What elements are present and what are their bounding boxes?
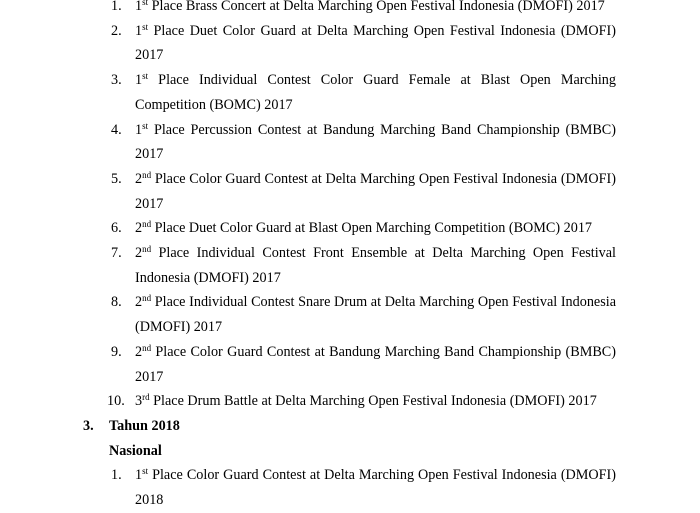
item-rank-suffix: nd xyxy=(142,342,152,353)
item-text: Place Individual Contest Snare Drum at Delta Marching Open Festival Indonesia (DMOFI) 2017 xyxy=(135,294,616,336)
item-rank: 1 xyxy=(135,467,143,484)
list-item xyxy=(111,0,616,19)
item-number: 9. xyxy=(111,343,122,360)
item-rank: 2 xyxy=(135,220,143,237)
item-rank-suffix: nd xyxy=(142,169,152,180)
list-item xyxy=(111,290,616,339)
item-text: Place Color Guard Contest at Delta Marching Open Festival Indonesia (DMOFI) 2018 xyxy=(135,467,616,509)
item-rank: 1 xyxy=(135,121,143,138)
item-number: 2. xyxy=(111,22,122,39)
item-rank: 2 xyxy=(135,170,143,187)
list-item xyxy=(111,118,616,167)
item-number: 6. xyxy=(111,220,122,237)
item-rank-suffix: st xyxy=(142,71,149,82)
item-text: Place Individual Contest Front Ensemble at Delta Marching Open Festival Indonesia (DMOFI) 2017 xyxy=(135,245,616,286)
list-item xyxy=(111,19,616,68)
item-rank: 2 xyxy=(135,245,143,262)
item-number: 10. xyxy=(107,393,125,410)
item-text: Place Color Guard Contest at Bandung Marching Band Championship (BMBC) 2017 xyxy=(135,343,616,385)
item-rank: 1 xyxy=(135,22,143,39)
item-text: Place Brass Concert at Delta Marching Open Festival Indonesia (DMOFI) 2017 xyxy=(148,0,605,14)
section-number: 3. xyxy=(83,417,94,434)
item-text: Place Duet Color Guard at Blast Open Marching Competition (BOMC) 2017 xyxy=(151,220,593,237)
item-text: Place Drum Battle at Delta Marching Open Festival Indonesia (DMOFI) 2017 xyxy=(149,393,597,410)
list-item xyxy=(111,241,616,290)
item-rank: 2 xyxy=(135,294,143,311)
item-number: 1. xyxy=(111,467,122,484)
item-number: 1. xyxy=(111,0,122,14)
item-rank-suffix: nd xyxy=(142,293,152,304)
item-rank-suffix: nd xyxy=(142,219,152,230)
item-rank-suffix: st xyxy=(142,0,149,7)
item-number: 4. xyxy=(111,121,122,138)
achievements-2018-list xyxy=(0,463,700,512)
item-rank: 2 xyxy=(135,343,143,360)
item-text: Place Color Guard Contest at Delta Marching Open Festival Indonesia (DMOFI) 2017 xyxy=(135,170,616,212)
section-title: Tahun 2018 xyxy=(109,417,180,434)
item-rank-suffix: st xyxy=(142,120,149,131)
list-item xyxy=(107,389,616,414)
item-rank-suffix: st xyxy=(142,21,149,32)
subsection-heading-nasional: Nasional xyxy=(109,442,162,459)
item-rank: 1 xyxy=(135,0,143,14)
item-number: 8. xyxy=(111,294,122,311)
item-rank-suffix: rd xyxy=(142,392,150,403)
item-number: 7. xyxy=(111,245,122,262)
list-item xyxy=(111,463,616,512)
item-number: 5. xyxy=(111,170,122,187)
item-rank-suffix: nd xyxy=(142,244,152,255)
item-rank: 3 xyxy=(135,393,143,410)
section-heading-2018 xyxy=(83,414,700,439)
list-item xyxy=(111,340,616,389)
list-item xyxy=(111,167,616,216)
list-item xyxy=(111,216,616,241)
item-text: Place Percussion Contest at Bandung Marching Band Championship (BMBC) 2017 xyxy=(135,121,616,163)
item-text: Place Duet Color Guard at Delta Marching Open Festival Indonesia (DMOFI) 2017 xyxy=(135,22,616,64)
item-number: 3. xyxy=(111,72,122,89)
item-rank: 1 xyxy=(135,72,143,89)
item-text: Place Individual Contest Color Guard Female at Blast Open Marching Competition (BOMC) 2017 xyxy=(135,72,616,113)
item-rank-suffix: st xyxy=(142,466,149,477)
list-item xyxy=(111,68,616,117)
